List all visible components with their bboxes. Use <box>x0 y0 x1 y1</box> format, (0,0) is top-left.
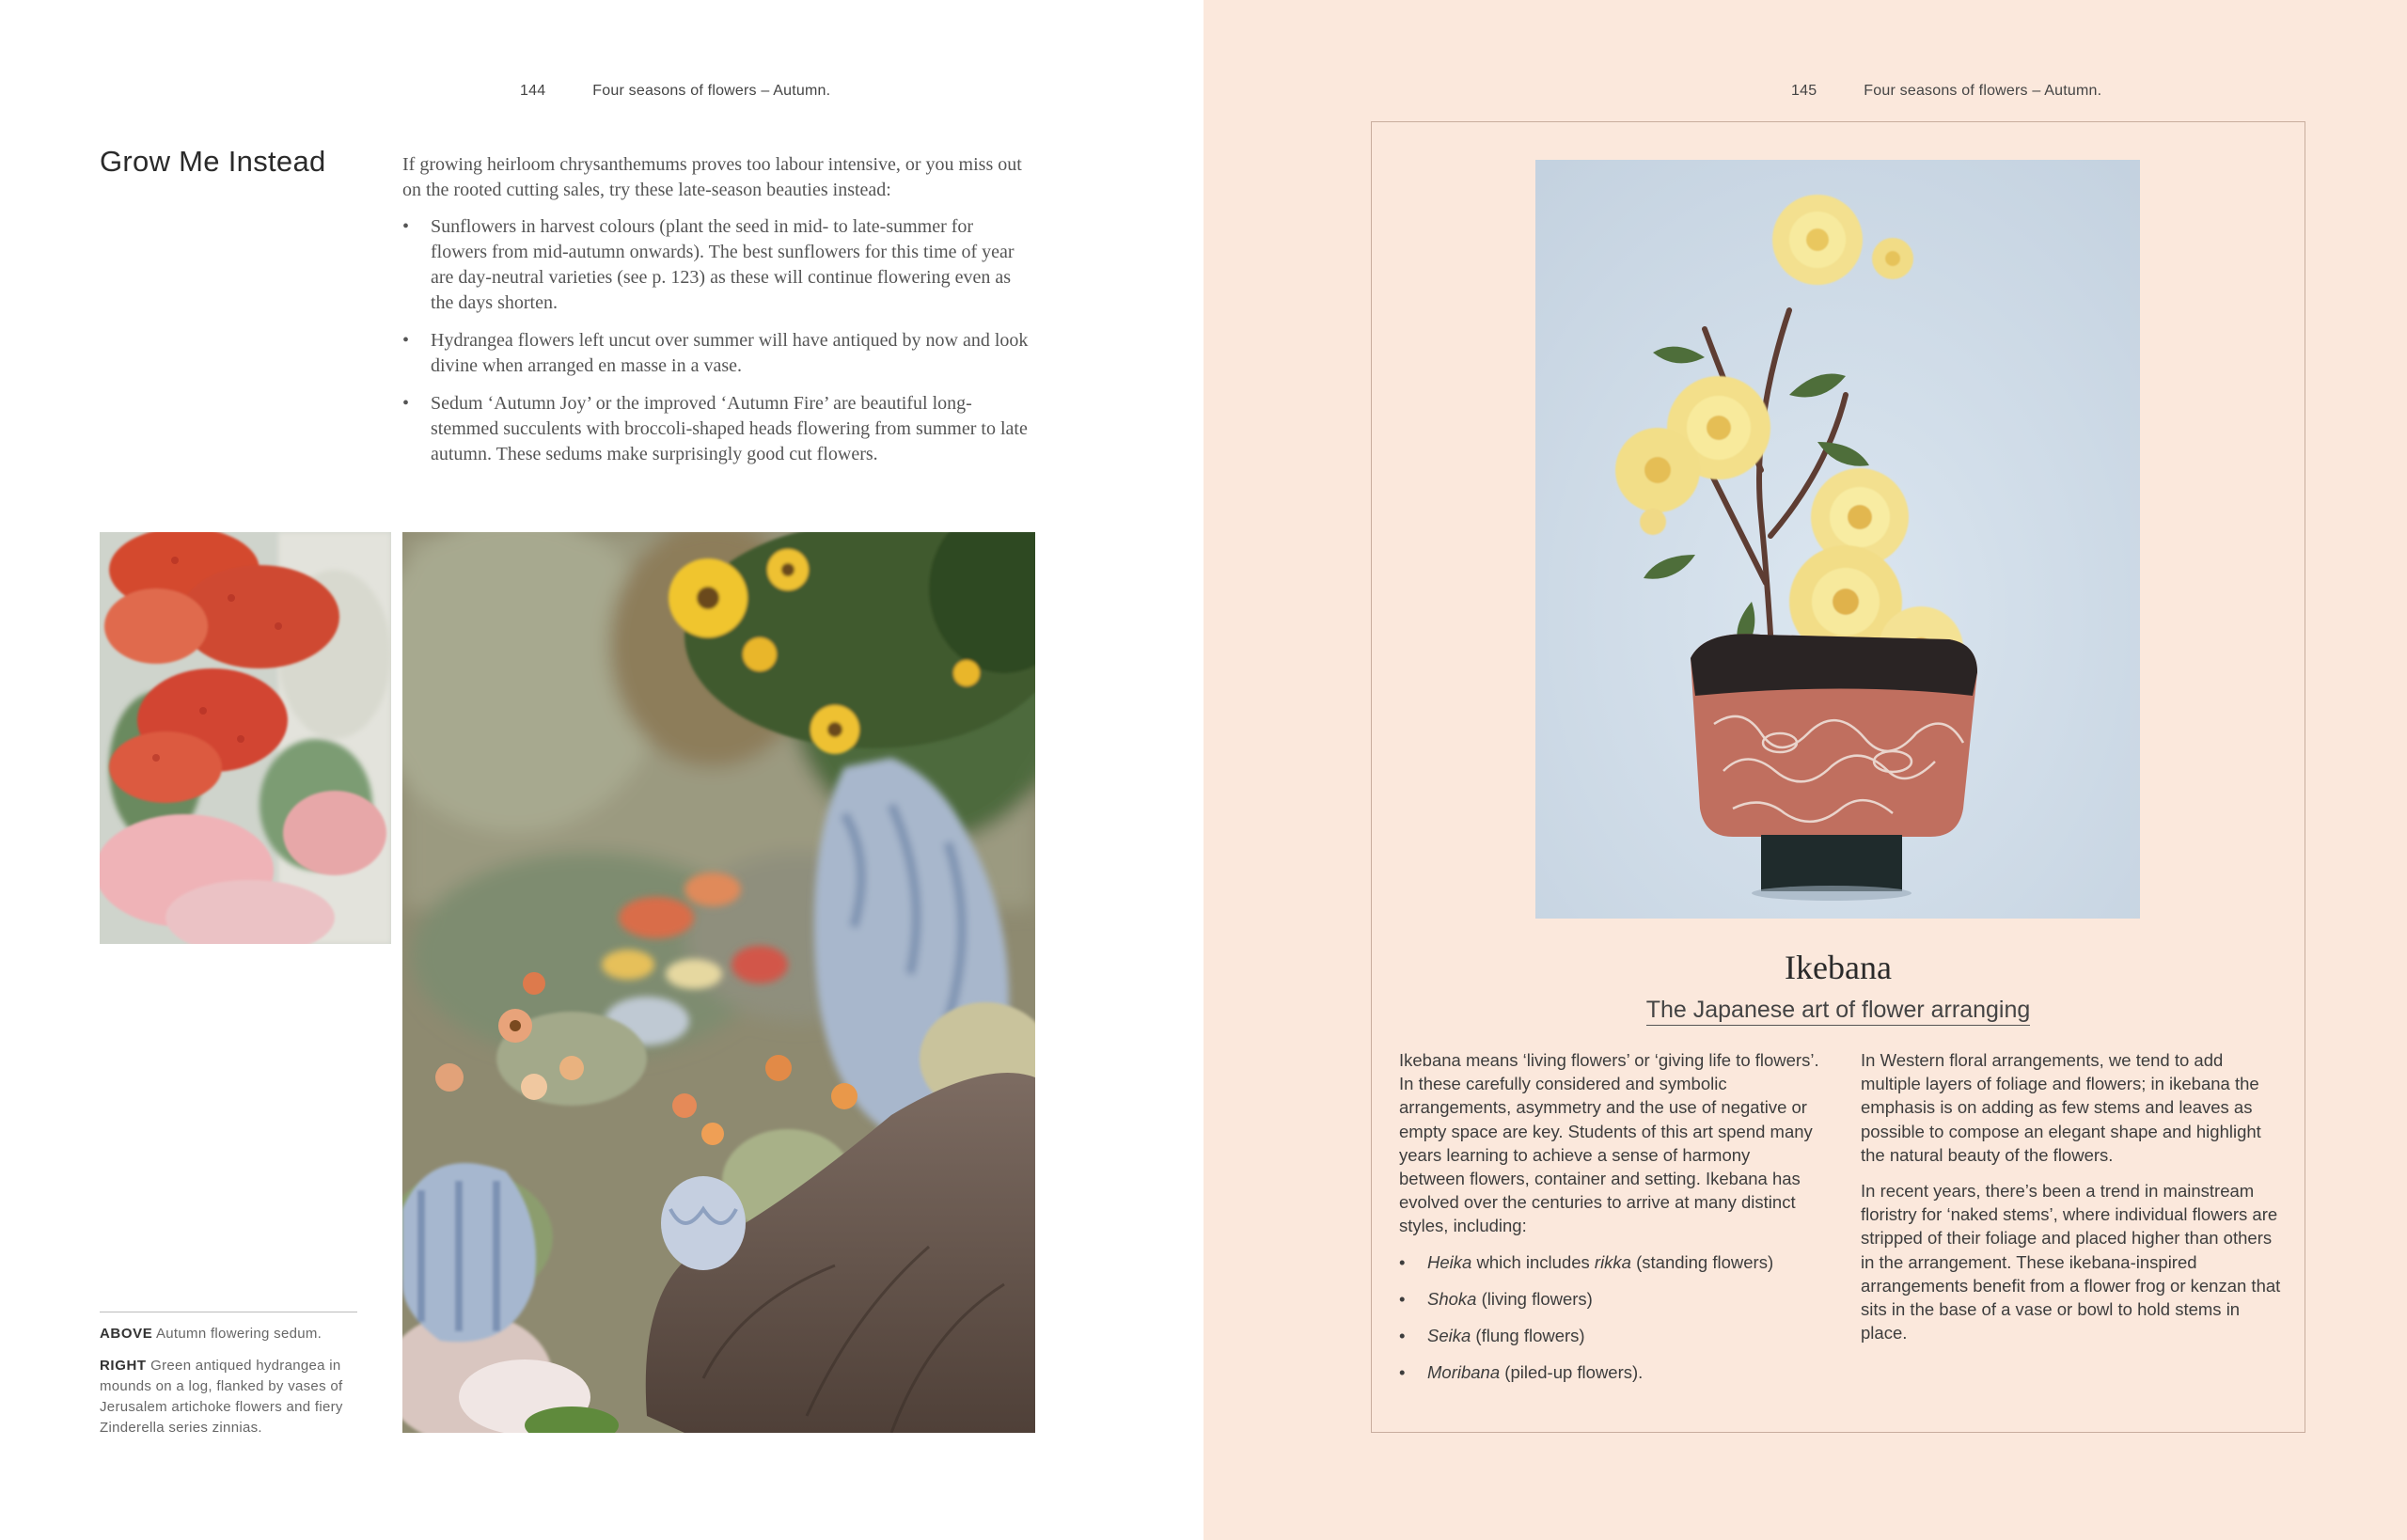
list-item: • Moribana (piled-up flowers). <box>1399 1360 1820 1384</box>
intro-text-block <box>402 152 1032 479</box>
running-head-right <box>1791 83 2101 100</box>
section-title: Grow Me Instead <box>100 145 326 178</box>
list-item: • Sedum ‘Autumn Joy’ or the improved ‘Autumn Fire’ are beautiful long-stemmed succulents with broccoli-shaped heads flowering from summer to late autumn. These sedums make surprisingly good cut flowers. <box>402 393 1028 464</box>
caption-right: RIGHT Green antiqued hydrangea in mounds on a log, flanked by vases of Jerusalem artichoke flowers and fiery Zinderella series zinnias. <box>100 1358 343 1436</box>
list-item: • Sunflowers in harvest colours (plant the seed in mid- to late-summer for flowers from mid-autumn onwards). The best sunflowers for this time of year are day-neutral varieties (see p. 123) as these will continue flowering even as the days shorten. <box>402 216 1015 313</box>
list-item: • Shoka (living flowers) <box>1399 1287 1820 1311</box>
running-title: Four seasons of flowers – Autumn. <box>1864 83 2102 99</box>
bullet-icon: • <box>1399 1288 1406 1309</box>
bullet-icon: • <box>1399 1362 1406 1383</box>
running-title: Four seasons of flowers – Autumn. <box>592 83 831 99</box>
bullet-icon: • <box>1399 1326 1406 1346</box>
sedum-photo <box>100 532 391 944</box>
ikebana-photo <box>1535 160 2140 919</box>
paragraph: In recent years, there’s been a trend in mainstream floristry for ‘naked stems’, where individual flowers are stripped of their foliage and placed higher than others in the arrangement. These ikebana-inspired arrangements benefit from a flower frog or kenzan that sits in the base of a vase or bowl to hold stems in place. <box>1861 1181 2281 1344</box>
bullet-list <box>402 214 1032 467</box>
intro-paragraph: If growing heirloom chrysanthemums proves too labour intensive, or you miss out on the rooted cutting sales, try these late-season beauties instead: <box>402 154 1022 200</box>
ikebana-title: Ikebana <box>1785 949 1892 986</box>
ikebana-subtitle: The Japanese art of flower arranging <box>1371 997 2305 1024</box>
garden-photo <box>402 532 1035 1433</box>
bullet-icon: • <box>1399 1251 1406 1272</box>
list-item: • Seika (flung flowers) <box>1399 1324 1820 1347</box>
bullet-icon: • <box>402 330 410 351</box>
paragraph: In Western floral arrangements, we tend to add multiple layers of foliage and flowers; in ikebana the emphasis is on adding as few stems and leaves as possible to compose an elegant shape and highlight the natural beauty of the flowers. <box>1861 1050 2261 1165</box>
ikebana-column-left <box>1399 1048 1820 1397</box>
running-head-left <box>520 83 830 100</box>
ikebana-column-right <box>1861 1048 2282 1357</box>
photo-captions <box>100 1312 357 1450</box>
bullet-icon: • <box>402 216 410 237</box>
page-number: 145 <box>1791 83 1817 99</box>
ikebana-intro: Ikebana means ‘living flowers’ or ‘giving life to flowers’. In these carefully considered and symbolic arrangements, asymmetry and the use of negative or empty space are key. Students of this art spend many years learning to achieve a sense of harmony between flowers, container and setting. Ikebana has evolved over the centuries to arrive at many distinct styles, including: <box>1399 1050 1819 1236</box>
styles-list <box>1399 1250 1820 1385</box>
list-item: • Hydrangea flowers left uncut over summer will have antiqued by now and look divine when arranged en masse in a vase. <box>402 330 1029 376</box>
page-number: 144 <box>520 83 546 99</box>
caption-above: ABOVE Autumn flowering sedum. <box>100 1326 323 1342</box>
bullet-icon: • <box>402 393 410 414</box>
list-item: • Heika which includes rikka (standing flowers) <box>1399 1250 1820 1274</box>
